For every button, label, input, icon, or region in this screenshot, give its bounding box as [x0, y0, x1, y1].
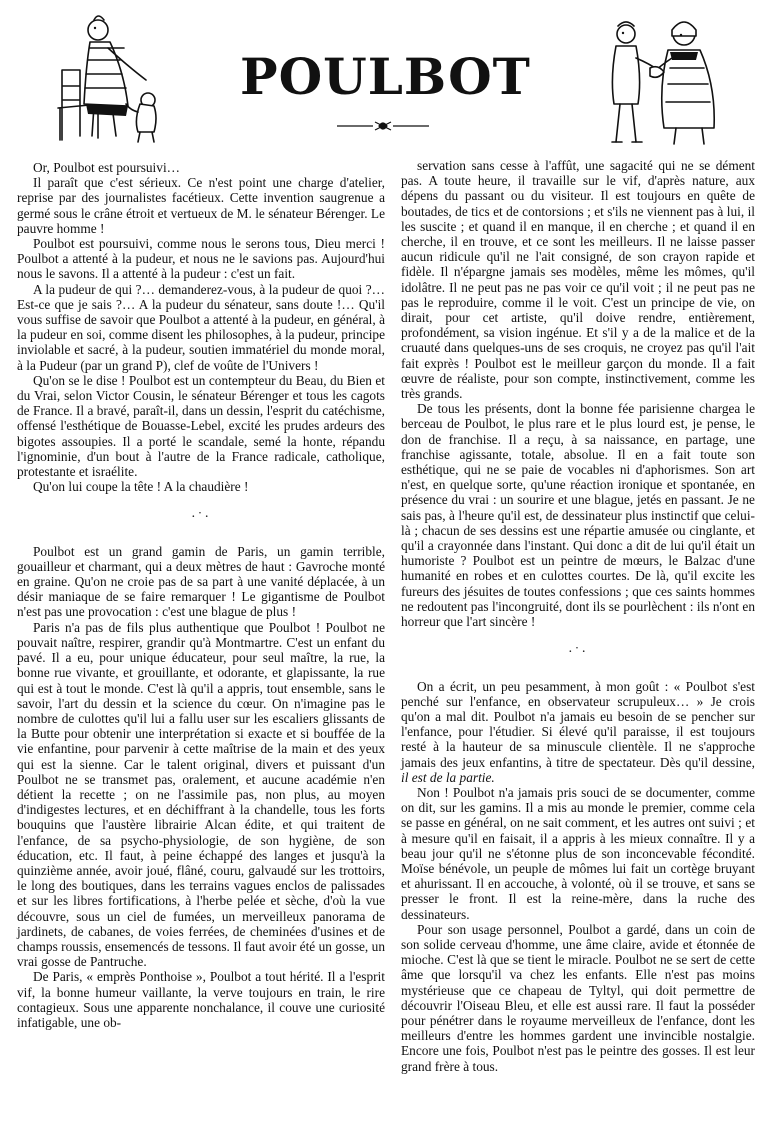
section-separator: ·˙· — [568, 645, 588, 661]
right-column — [401, 158, 755, 1074]
paragraph: Il paraît que c'est sérieux. Ce n'est point une charge d'atelier, reprise par des journalistes facétieux. Cette invention saugrenue a germé sous le crâne étroit et vertueux de M. le sénateur Bérenger. Le pauvre homme ! — [17, 175, 385, 236]
paragraph: De tous les présents, dont la bonne fée parisienne chargea le berceau de Poulbot, le plus rare et le plus lourd est, je pense, le don de franchise. Il a reçu, à sa naissance, en partage, une franchise agissante, totale, absolue. Il en a fait toute son esthétique, qui ne se paie de vocables ni d'aphorismes. Son art n'est, en quelque sorte, qu'une réaction ironique et spontanée, en présence du vrai : un sourire et une blague, jetés en passant. Je ne sais pas, à l'heure qu'il est, de dessinateur plus instinctif que celui-là ; chacun de ses dessins est une répartie amusée ou cinglante, et qu'il a crayonnée dans l'instant. Qui donc a dit de lui qu'il était un humoriste ? Poulbot est un peintre de mœurs, le Balzac d'une humanité en robes et en culottes courtes. De là, qu'il excite les fureurs des jésuites de toutes confessions ; que ces saints hommes ne redoutent pas l'incongruité, dont ils se pourlèchent : ils n'ont en horreur que l'art sincère ! — [401, 401, 755, 630]
paragraph: A la pudeur de qui ?… demanderez-vous, à la pudeur de quoi ?… Est-ce que je sais ?… A la pudeur du sénateur, sans doute !… Qu'il vous suffise de savoir que Poulbot a attenté à la pudeur, en général, à la pudeur en soi, comme disent les philosophes, à la pudeur, principe inviolable et sacré, à la pudeur, soutien immatériel du monde moral, à la Pudeur (par un grand P), clef de voûte de l'Univers ! — [17, 281, 385, 373]
title-ornament — [335, 120, 431, 132]
paragraph: De Paris, « emprès Ponthoise », Poulbot a tout hérité. Il a l'esprit vif, la bonne humeur vaillante, la verve toujours en train, le rire contagieux. Sous une apparente nonchalance, il couve une curiosité infatigable, une ob- — [17, 969, 385, 1030]
paragraph: Paris n'a pas de fils plus authentique que Poulbot ! Poulbot ne pouvait naître, respirer, grandir qu'à Montmartre. C'est un enfant du pavé. Il a eu, pour unique éducateur, pour seul maître, la rue, la bonne rue vivante, et grouillante, et odorante, et glapissante, la rue qui est à tout le monde. C'est là qu'il a appris, tout ensemble, sans le savoir, l'art du dessin et la science du cœur. On n'imagine pas le nombre de culottes qu'il lui a fallu user sur les escaliers glissants de la Butte pour obtenir une interprétation si exacte et si bouffée de la vie enfantine, pour parvenir à cette maîtrise de la main et des yeux qui est la sienne. Car le talent original, divers et puissant d'un Poulbot ne se transmet pas, oralement, et aucune académie n'en détient la recette ; on ne l'assimile pas, non plus, au moyen d'indigestes lectures, et en déchiffrant à la chandelle, tous les forts bouquins que l'austère librairie Alcan édite, et qui traitent de l'enfance, de sa psycho-physiologie, de son hygiène, de son éducation, etc. Il faut, à peine échappé des langes et jusqu'à la quinzième année, avoir joué, flâné, couru, galvaudé sur les trottoirs, le long des boutiques, dans les terrains vagues enclos de palissades et sur les libres fortifications, à l'herbe pelée et sèche, d'où la vue découvre, sous un ciel de fumées, un merveilleux panorama de jardinets, de cabanes, de voies ferrées, de cheminées d'usines et de champs roussis, ensemencés de tessons. Il faut avoir été un gosse, un vrai gosse de Pantruche. — [17, 619, 385, 970]
page-title: POULBOT — [240, 47, 531, 106]
italic-phrase: il est de la partie. — [401, 769, 495, 785]
paragraph: Poulbot est poursuivi, comme nous le serons tous, Dieu merci ! Poulbot a attenté à la pudeur, et nous ne le savions pas. Aujourd'hui nous le savons. Il a attenté à la pudeur : c'est un fait. — [17, 236, 385, 282]
paragraph-text: On a écrit, un peu pesamment, à mon goût : « Poulbot s'est penché sur l'enfance, en observateur scrupuleux… » Je crois qu'on a mal dit. Poulbot n'a jamais eu besoin de se pencher sur l'enfance, pour l'étudier. Si élevé qu'il paraisse, il est toujours resté à la hauteur de sa minuscule clientèle. Il ne s'approche jamais des jeux enfantins, à titre de spectateur. Dès qu'il dessine, — [401, 678, 755, 770]
paragraph: Poulbot est un grand gamin de Paris, un gamin terrible, gouailleur et charmant, qui a deux mètres de haut : Gavroche monté en graine. Qu'on ne croie pas de sa part à une vanité déplacée, à un désir maniaque de se faire remarquer ! Le gigantisme de Poulbot n'est pas une provocation : c'est une blague de plus ! — [17, 543, 385, 620]
paragraph: servation sans cesse à l'affût, une sagacité qui ne se dément pas. A toute heure, il travaille sur le vif, d'après nature, aux dépens du passant ou du visiteur. Il est toujours en quête de boutades, de tics et de contorsions ; et s'ils ne viennent pas à lui, il les suscite ; et quand il en manque, il en cherche ; et quand il en cherche, il en trouve, et ce sont les meilleurs. Il ne laisse passer aucun ridicule qu'il ne l'ait consigné, de son crayon rapide et fidèle. Il n'épargne jamais ses modèles, même les mômes, qu'il idolâtre. Il ne peut pas ne pas voir ce qu'il voit ; il ne peut pas ne pas le reproduire, comme il le voit. C'est un principe de vie, on dirait, pour cet artiste, qu'il doive rendre, entièrement, profondément, sa vision ingénue. Et s'il y a de la malice et de la cruauté dans quelques-uns de ses croquis, ne croyez pas qu'il l'ait fait exprès ! Poulbot est le meilleur garçon du monde. Il a fait œuvre de réaliste, pour son compte, instinctivement, comme les très grands. — [401, 158, 755, 402]
paragraph: Qu'on se le dise ! Poulbot est un contempteur du Beau, du Bien et du Vrai, selon Victor Cousin, le sénateur Bérenger et tous les cagots de France. Il a bravé, paraît-il, dans un dessin, l'esprit du catéchisme, offensé l'esthétique de Bouasse-Lebel, excité les prudes ardeurs des bigotes assoupies. Il a porté le scandale, semé la honte, répandu l'ignominie, d'un bout à l'autre de la France radicale, catholique, protestante et israélite. — [17, 372, 385, 480]
paragraph: Qu'on lui coupe la tête ! A la chaudière ! — [33, 479, 249, 495]
paragraph: Non ! Poulbot n'a jamais pris souci de se documenter, comme on dit, sur les gamins. Il a mis au monde le premier, comme cela se passe en général, on ne sait comment, et les autres ont suivi ; et à mesure qu'il en faisait, il a appris à les mieux connaître. Il y a beau jour qu'il ne s'étonne plus de son inconcevable fécondité. Moïse bénévole, un peuple de mômes lui fait un cortège bruyant et ahurissant. Il en accouche, à volonté, où il se trouve, et sans se presser le front. Il est la reine-mère, dans la ruche des dessinateurs. — [401, 784, 755, 922]
section-separator: ·˙· — [191, 510, 211, 526]
page-header — [0, 0, 766, 150]
left-column — [17, 160, 385, 1030]
illustration-mother-and-child — [50, 8, 170, 148]
paragraph — [401, 679, 755, 785]
paragraph: Pour son usage personnel, Poulbot a gardé, dans un coin de son solide cerveau d'homme, une âme claire, avide et étonnée de mioche. C'est là que se tient le miracle. Poulbot ne se sert de cette âme que lorsqu'il va chez les enfants. Elle n'est pas moins mystérieuse que ce chapeau de Tyltyl, qui doit permettre de découvrir l'Oiseau Bleu, et elle est aussi rare. Il faut la posséder pour pénétrer dans le royaume merveilleux de l'enfance, dont les meilleurs d'entre les hommes gardent une invincible nostalgie. Encore une fois, Poulbot n'est pas le peintre des gosses. Il est leur grand frère à tous. — [401, 921, 755, 1074]
illustration-bread-seller — [592, 8, 732, 150]
paragraph: Or, Poulbot est poursuivi… — [33, 160, 180, 175]
